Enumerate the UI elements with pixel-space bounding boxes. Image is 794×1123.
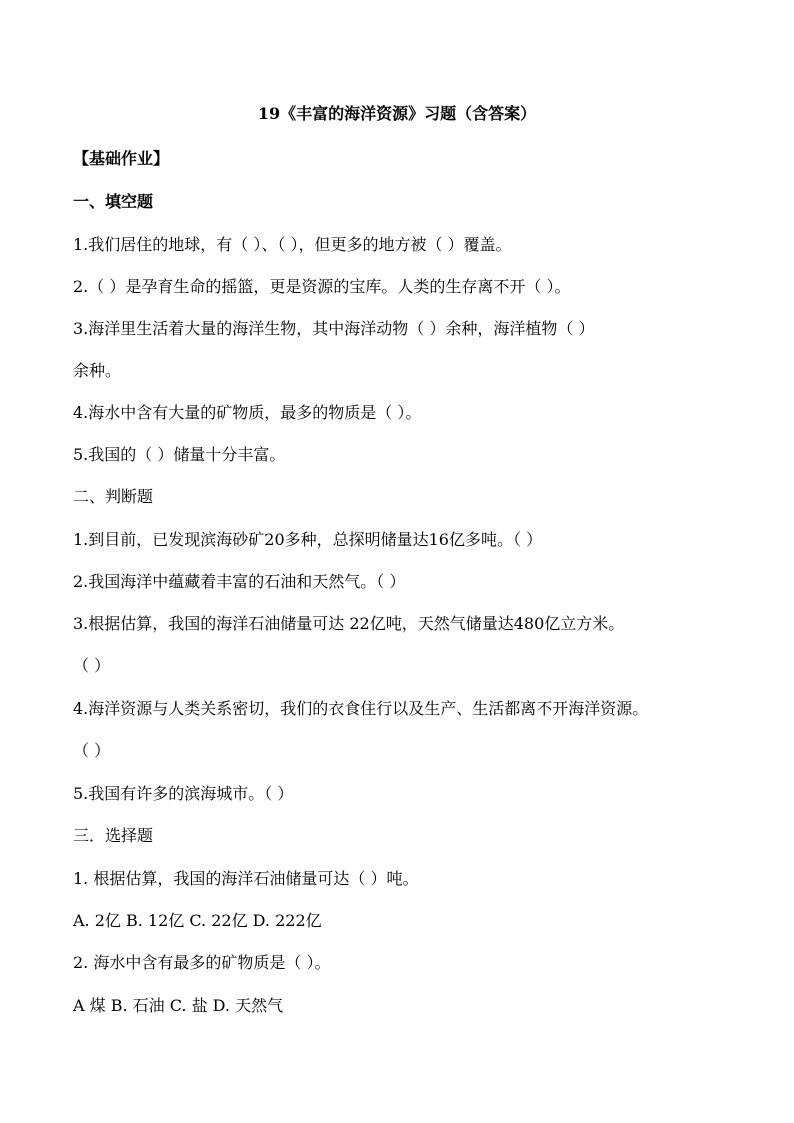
section-basic-homework: 【基础作业】 — [73, 149, 170, 168]
tf-question-1: 1.到目前，已发现滨海砂矿20多种，总探明储量达16亿多吨。（ ） — [73, 530, 543, 549]
fill-question-4: 4.海水中含有大量的矿物质，最多的物质是（ ）。 — [73, 403, 422, 422]
tf-question-4: 4.海洋资源与人类关系密切，我们的衣食住行以及生产、生活都离不开海洋资源。 — [73, 699, 649, 718]
tf-question-2: 2.我国海洋中蕴藏着丰富的石油和天然气。（ ） — [73, 572, 406, 591]
fill-question-2: 2.（ ）是孕育生命的摇篮，更是资源的宝库。人类的生存离不开（ ）。 — [73, 277, 571, 296]
fill-question-5: 5.我国的（ ）储量十分丰富。 — [73, 445, 286, 464]
mc-question-1-options: A. 2亿 B. 12亿 C. 22亿 D. 222亿 — [73, 911, 322, 930]
fill-question-3-cont: 余种。 — [73, 361, 122, 380]
worksheet-title: 19《丰富的海洋资源》习题（含答案） — [257, 104, 537, 123]
tf-question-5: 5.我国有许多的滨海城市。（ ） — [73, 784, 294, 803]
fill-question-1: 1.我们居住的地球，有（ ）、（ ），但更多的地方被（ ）覆盖。 — [73, 235, 512, 254]
mc-question-1: 1. 根据估算，我国的海洋石油储量可达（ ）吨。 — [73, 869, 419, 888]
tf-question-3-blank: （ ） — [73, 656, 111, 675]
multiple-choice-heading: 三．选择题 — [73, 826, 154, 845]
mc-question-2: 2. 海水中含有最多的矿物质是（ ）。 — [73, 953, 331, 972]
fill-question-3: 3.海洋里生活着大量的海洋生物，其中海洋动物（ ）余种，海洋植物（ ） — [73, 319, 595, 338]
mc-question-2-options: A 煤 B. 石油 C. 盐 D. 天然气 — [73, 996, 284, 1015]
fill-in-blank-heading: 一、填空题 — [73, 192, 154, 211]
tf-question-3: 3.根据估算，我国的海洋石油储量可达 22亿吨，天然气储量达480亿立方米。 — [73, 614, 625, 633]
tf-question-4-blank: （ ） — [73, 741, 111, 760]
true-false-heading: 二、判断题 — [73, 487, 154, 506]
